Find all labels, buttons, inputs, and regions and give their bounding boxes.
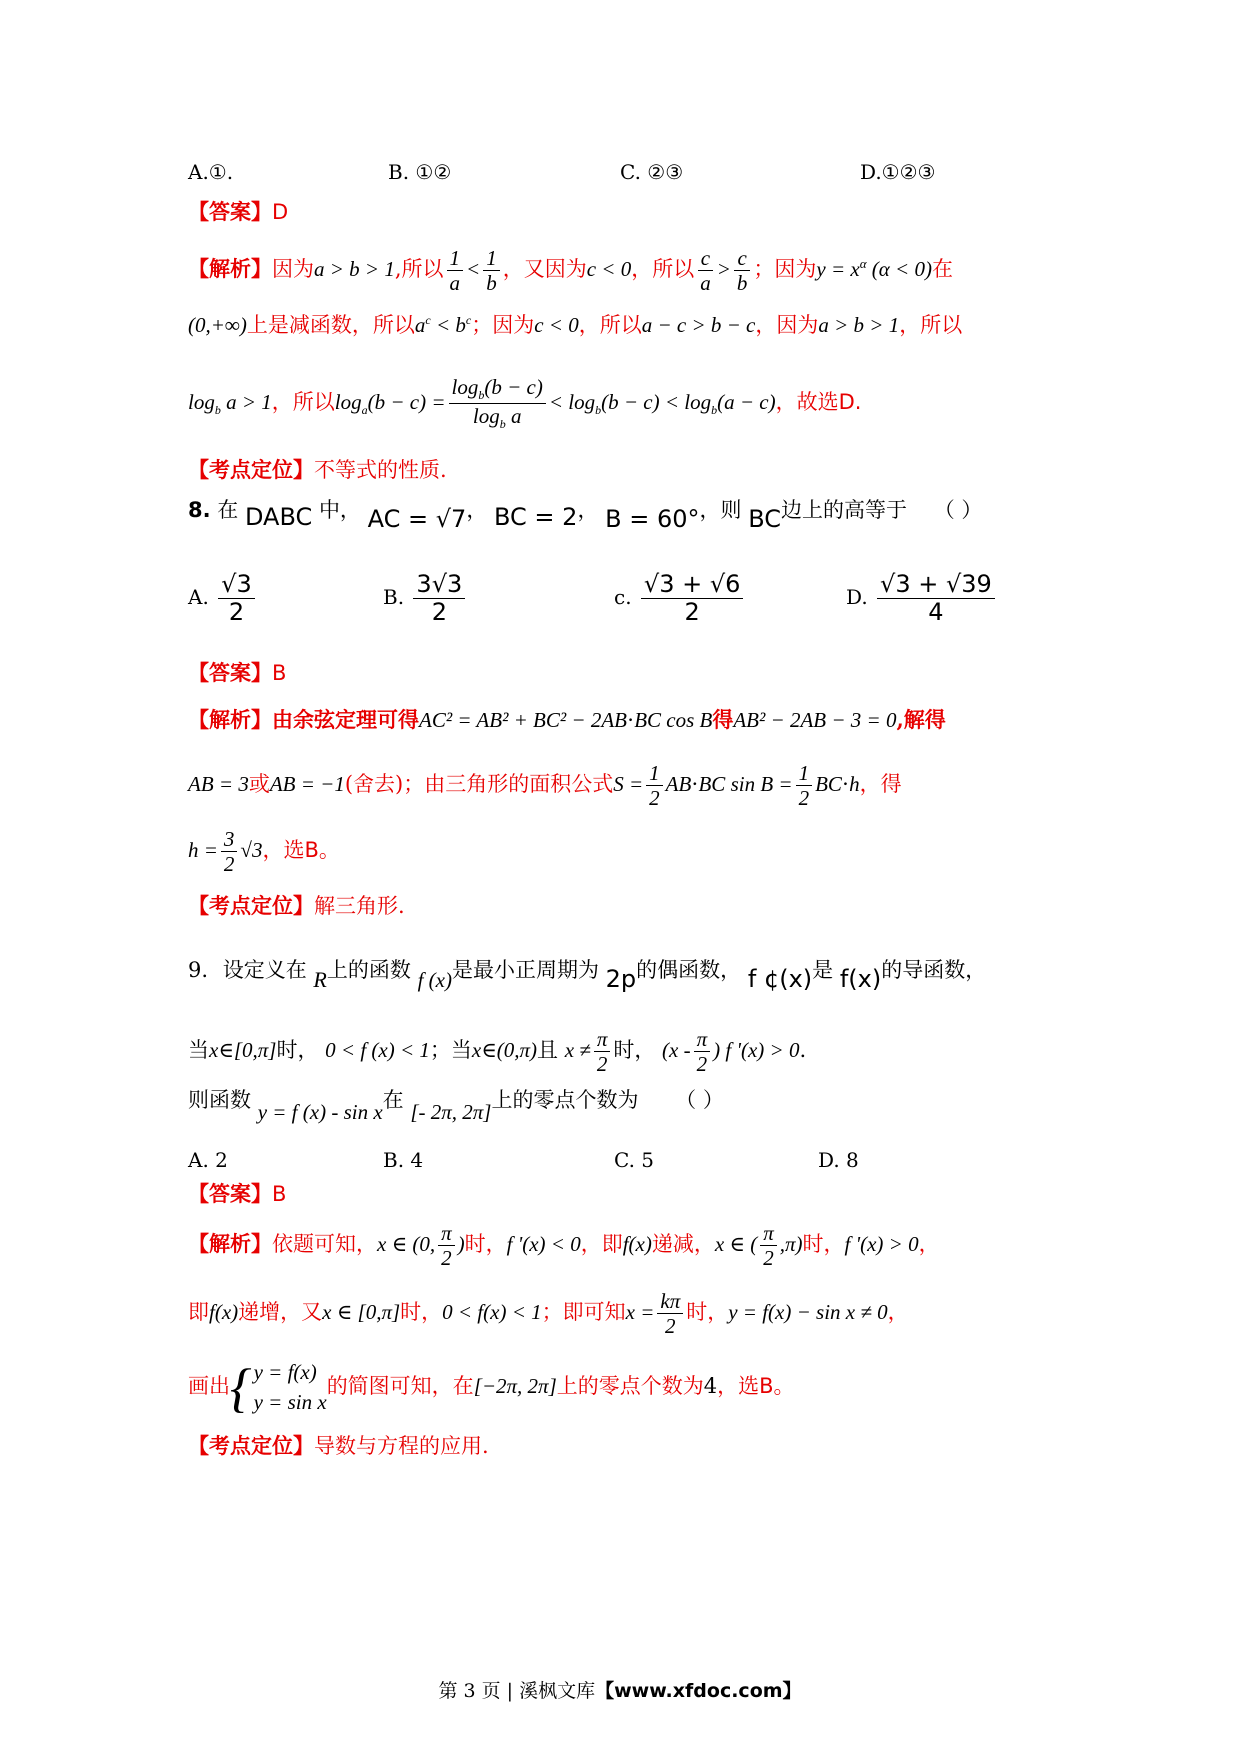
math: (α < 0) (866, 257, 932, 281)
answer-tag: 【答案】 (188, 661, 272, 685)
text: 或 (248, 772, 270, 796)
q7-option-c: C. ②③ (620, 160, 684, 184)
text: ， (918, 1232, 940, 1256)
fraction (646, 762, 663, 809)
q7-option-b: B. ①② (388, 160, 452, 184)
text: ,解得 (896, 707, 946, 732)
fraction (218, 572, 255, 625)
subscript: b (214, 403, 221, 418)
math: f(x) (839, 965, 882, 993)
q9-option-b: B. 4 (383, 1148, 424, 1172)
math: f '(x) < 0 (506, 1232, 581, 1256)
math: AC² = AB² + BC² − 2AB⋅BC cos B (419, 708, 713, 732)
math: S = (613, 772, 644, 796)
text: (舍去)；由三角形的面积公式 (344, 772, 614, 796)
text: 边上的高等于 (781, 498, 907, 522)
text: （ ） (675, 1088, 724, 1112)
denominator: 2 (441, 1246, 452, 1270)
math: f(x) (209, 1300, 239, 1324)
math: x ∈ ( (714, 1232, 758, 1256)
numerator: 1 (447, 247, 464, 271)
analysis-tag: 【解析】 (188, 256, 272, 281)
text: B。 (304, 838, 340, 862)
q9-answer (188, 1178, 1090, 1210)
denominator: 4 (928, 598, 944, 627)
text: 上的零点个数为 (556, 1374, 704, 1398)
option-label: B. (383, 585, 405, 610)
math: ) (457, 1232, 465, 1256)
math: y = f (x) - sin x (257, 1100, 383, 1124)
answer-tag: 【答案】 (188, 200, 272, 224)
text: ；当 (429, 1038, 472, 1062)
math: c < 0 (586, 257, 632, 281)
text: ，因为 (755, 313, 819, 337)
text: ，即 (580, 1232, 623, 1256)
math: 0 < f (x) < 1 (325, 1038, 430, 1062)
math: a (505, 404, 522, 428)
answer-value: D (272, 200, 289, 224)
subscript: b (478, 388, 485, 403)
text: ，选 (717, 1374, 760, 1398)
math: c < 0 (534, 313, 579, 337)
option-label: A. (188, 585, 209, 610)
keypoint-tag: 【考点定位】 (188, 1433, 314, 1458)
math: (b − c) = (367, 390, 446, 414)
brace-icon: { (230, 1357, 252, 1418)
math: f(x) (622, 1232, 652, 1256)
math: f '(x) > 0 (844, 1232, 919, 1256)
text: 依题可知， (272, 1232, 377, 1256)
numerator: π (438, 1222, 455, 1246)
superscript: c (465, 313, 472, 327)
fraction (760, 1222, 777, 1269)
fraction (796, 762, 813, 809)
q9-stem-line2 (188, 1018, 1090, 1082)
numerator: √3 + √6 (641, 572, 744, 599)
equation-rows (254, 1358, 327, 1417)
denominator: 2 (684, 598, 700, 627)
q9-keypoint (188, 1430, 1090, 1462)
numerator: c (734, 247, 749, 271)
math: x ∈ (0, (377, 1232, 436, 1256)
text: 是最小正周期为 (451, 958, 599, 982)
library-name: 溪枫文库 (519, 1680, 596, 1702)
fraction (413, 572, 465, 625)
text: 递减， (651, 1232, 715, 1256)
math: B = 60° (605, 505, 700, 533)
text: 在 (217, 498, 239, 522)
q7-option-a: A.①. (188, 160, 234, 184)
question-number: 9. (188, 958, 209, 982)
page-number: 第 3 页 (438, 1680, 501, 1702)
math: BC⋅h (815, 772, 860, 796)
numerator: 3 (221, 828, 238, 852)
math: < b (430, 313, 466, 337)
denominator (470, 404, 525, 431)
answer-tag: 【答案】 (188, 1181, 272, 1206)
text: 由余弦定理可得 (272, 707, 419, 732)
q9-option-d: D. 8 (818, 1148, 859, 1172)
text: ，所以 (631, 257, 695, 281)
math: h = (188, 838, 218, 862)
keypoint-text: 不等式的性质. (314, 458, 447, 482)
numerator (449, 376, 546, 404)
fraction (734, 247, 751, 294)
math: a − c > b − c (641, 313, 756, 337)
subscript: b (711, 403, 718, 418)
math: y = f(x) − sin x ≠ 0 (728, 1300, 888, 1324)
math: AB = −1 (269, 772, 345, 796)
text: 时， (276, 1038, 319, 1062)
math: a > b > 1 (314, 257, 395, 281)
text: B。 (759, 1374, 795, 1398)
keypoint-text: 导数与方程的应用. (314, 1434, 489, 1458)
denominator: b (736, 271, 748, 295)
math: (x - (662, 1038, 691, 1062)
text: 在 (382, 1088, 404, 1112)
option-label: c. (614, 585, 632, 610)
math: 4 (703, 1374, 718, 1398)
text: ， (887, 1300, 909, 1324)
numerator: π (760, 1222, 777, 1246)
superscript: c (425, 313, 431, 327)
math: AB⋅BC sin B = (665, 772, 793, 796)
denominator: a (700, 271, 711, 295)
subscript: a (361, 403, 368, 418)
answer-value: B (272, 1182, 287, 1206)
math: AB² − 2AB − 3 = 0 (733, 708, 897, 732)
numerator: 3√3 (413, 572, 465, 599)
math: x ∈ [0,π] (322, 1300, 401, 1324)
q9-stem-line1 (188, 950, 1090, 993)
keypoint-tag: 【考点定位】 (188, 457, 314, 482)
math: BC (748, 505, 781, 533)
question-number: 8. (188, 498, 211, 522)
math: f ¢(x) (747, 965, 813, 993)
text: 且 (537, 1038, 559, 1062)
numerator: π (594, 1028, 611, 1052)
math: x∈[0,π] (209, 1038, 277, 1062)
math: R (313, 967, 327, 992)
text: ，所以 (899, 313, 963, 337)
fraction (657, 1290, 683, 1337)
numerator: kπ (657, 1290, 683, 1314)
math: < log (548, 390, 596, 414)
math: log (188, 390, 215, 414)
analysis-tag: 【解析】 (188, 1231, 272, 1256)
math: log (451, 375, 479, 400)
q8-option-c (614, 572, 746, 625)
numerator: √3 (218, 572, 255, 599)
text: 时， (686, 1300, 729, 1324)
text: 画出 (188, 1374, 230, 1398)
keypoint-tag: 【考点定位】 (188, 893, 314, 918)
text: （ ） (933, 498, 983, 522)
numerator: 1 (483, 247, 500, 271)
math: a (414, 313, 426, 337)
fraction (697, 247, 714, 294)
q9-option-c: C. 5 (614, 1148, 655, 1172)
option-label: D. (846, 585, 868, 610)
q8-keypoint (188, 890, 1090, 922)
q8-stem (188, 490, 1090, 533)
q8-option-b (383, 572, 468, 625)
math: x ≠ (564, 1038, 591, 1062)
q9-option-a: A. 2 (188, 1148, 228, 1172)
denominator: 2 (665, 1314, 676, 1338)
text: ，则 (699, 498, 742, 522)
math: (a − c) (717, 390, 776, 414)
fraction (877, 572, 995, 625)
numerator: c (698, 247, 713, 271)
text: ，得 (859, 772, 902, 796)
math: 2p (605, 965, 637, 993)
q9-stem-line3 (188, 1080, 1090, 1124)
text: 时， (802, 1232, 845, 1256)
q7-analysis-line3 (188, 368, 1090, 436)
text: . (799, 1038, 807, 1062)
math: (b − c) (484, 375, 543, 400)
q9-analysis-line2 (188, 1280, 1090, 1344)
text: 得 (712, 707, 734, 732)
q8-answer (188, 657, 1090, 689)
text: 的导函数， (881, 958, 987, 982)
q8-option-d (846, 572, 998, 625)
math: > (716, 257, 731, 281)
math: x = (625, 1300, 655, 1324)
page-footer (0, 1676, 1240, 1703)
fraction (221, 828, 238, 875)
text: 即 (188, 1300, 209, 1324)
math: 0 < f(x) < 1 (442, 1300, 542, 1324)
text: 递增，又 (238, 1300, 323, 1324)
text: 因为 (272, 257, 314, 281)
q7-option-d: D.①②③ (860, 160, 936, 184)
analysis-tag: 【解析】 (188, 707, 272, 732)
math: (b − c) < log (601, 390, 712, 414)
text: 当 (188, 1038, 209, 1062)
math: √3 (240, 838, 263, 862)
math: < (466, 257, 481, 281)
text: 上的函数 (326, 958, 411, 982)
answer-value: B (272, 661, 287, 685)
text: 的偶函数， (636, 958, 742, 982)
denominator: 2 (223, 852, 235, 876)
subscript: b (499, 417, 506, 432)
math: [- 2π, 2π] (410, 1100, 492, 1124)
q8-option-a (188, 572, 258, 625)
q8-analysis-line3 (188, 818, 1090, 882)
math: a > b > 1 (818, 313, 900, 337)
text: ，故选 (775, 390, 839, 414)
q7-answer (188, 196, 1090, 228)
superscript: α (859, 256, 867, 271)
numerator: 1 (796, 762, 813, 786)
text: 则函数 (188, 1088, 251, 1112)
math: log (334, 390, 362, 414)
fraction (594, 1028, 611, 1075)
text: 是 (812, 958, 834, 982)
math: DABC (244, 503, 313, 531)
separator: | (500, 1680, 520, 1702)
text: ；因为 (471, 313, 535, 337)
fraction (438, 1222, 455, 1269)
denominator: 2 (431, 598, 447, 627)
text: 上是减函数，所以 (246, 313, 415, 337)
denominator: 2 (763, 1246, 774, 1270)
keypoint-text: 解三角形. (314, 894, 405, 918)
text: ， (577, 498, 599, 522)
denominator: a (449, 271, 461, 295)
q9-analysis-line3 (188, 1352, 1090, 1420)
fraction (641, 572, 744, 625)
denominator: 2 (596, 1052, 608, 1076)
text: ，又因为 (502, 257, 587, 281)
math: AC = √7 (367, 505, 467, 533)
equation: y = sin x (253, 1389, 327, 1414)
subscript: b (595, 403, 602, 418)
numerator: 1 (646, 762, 663, 786)
text: 时， (613, 1038, 656, 1062)
math: a > 1 (220, 390, 272, 414)
math: ) f '(x) > 0 (713, 1038, 800, 1062)
math: AB = 3 (188, 772, 249, 796)
denominator: 2 (649, 786, 660, 810)
text: ；因为 (753, 257, 817, 281)
q8-analysis-line1 (188, 704, 1090, 736)
text: 时， (464, 1232, 507, 1256)
q9-analysis-line1 (188, 1212, 1090, 1276)
math: f (x) (417, 968, 452, 992)
math: (0,+∞) (188, 313, 247, 337)
math: BC = 2 (494, 503, 578, 531)
fraction (449, 376, 546, 431)
numerator: √3 + √39 (877, 572, 995, 599)
math: y = x (816, 257, 860, 281)
q7-analysis-line2 (188, 304, 1090, 341)
denominator: b (486, 271, 497, 295)
equation: y = f(x) (253, 1360, 317, 1385)
text: ， (466, 498, 488, 522)
q7-analysis-line1 (188, 234, 1090, 294)
equation-system (230, 1358, 327, 1417)
fraction (447, 247, 464, 294)
text: 时， (400, 1300, 443, 1324)
text: ,所以 (394, 257, 444, 281)
text: 的简图可知，在 (326, 1374, 474, 1398)
q8-analysis-line2 (188, 752, 1090, 816)
fraction (483, 247, 500, 294)
math: [−2π, 2π] (473, 1374, 557, 1398)
fraction (694, 1028, 711, 1075)
math: ,π) (779, 1232, 803, 1256)
text: ；即可知 (541, 1300, 626, 1324)
q7-keypoint (188, 454, 1090, 486)
text: D. (838, 390, 862, 414)
math: log (472, 404, 500, 428)
denominator: 2 (798, 786, 810, 810)
math: x∈(0,π) (471, 1038, 538, 1062)
text: ，所以 (271, 390, 335, 414)
text: ，所以 (578, 313, 642, 337)
text: 设定义在 (222, 958, 307, 982)
text: 在 (931, 257, 953, 281)
site-link[interactable]: 【www.xfdoc.com】 (595, 1680, 802, 1702)
numerator: π (694, 1028, 711, 1052)
text: ，选 (262, 838, 305, 862)
text: 中， (318, 498, 361, 522)
denominator: 2 (228, 598, 245, 627)
denominator: 2 (696, 1052, 708, 1076)
text: 上的零点个数为 (491, 1088, 639, 1112)
